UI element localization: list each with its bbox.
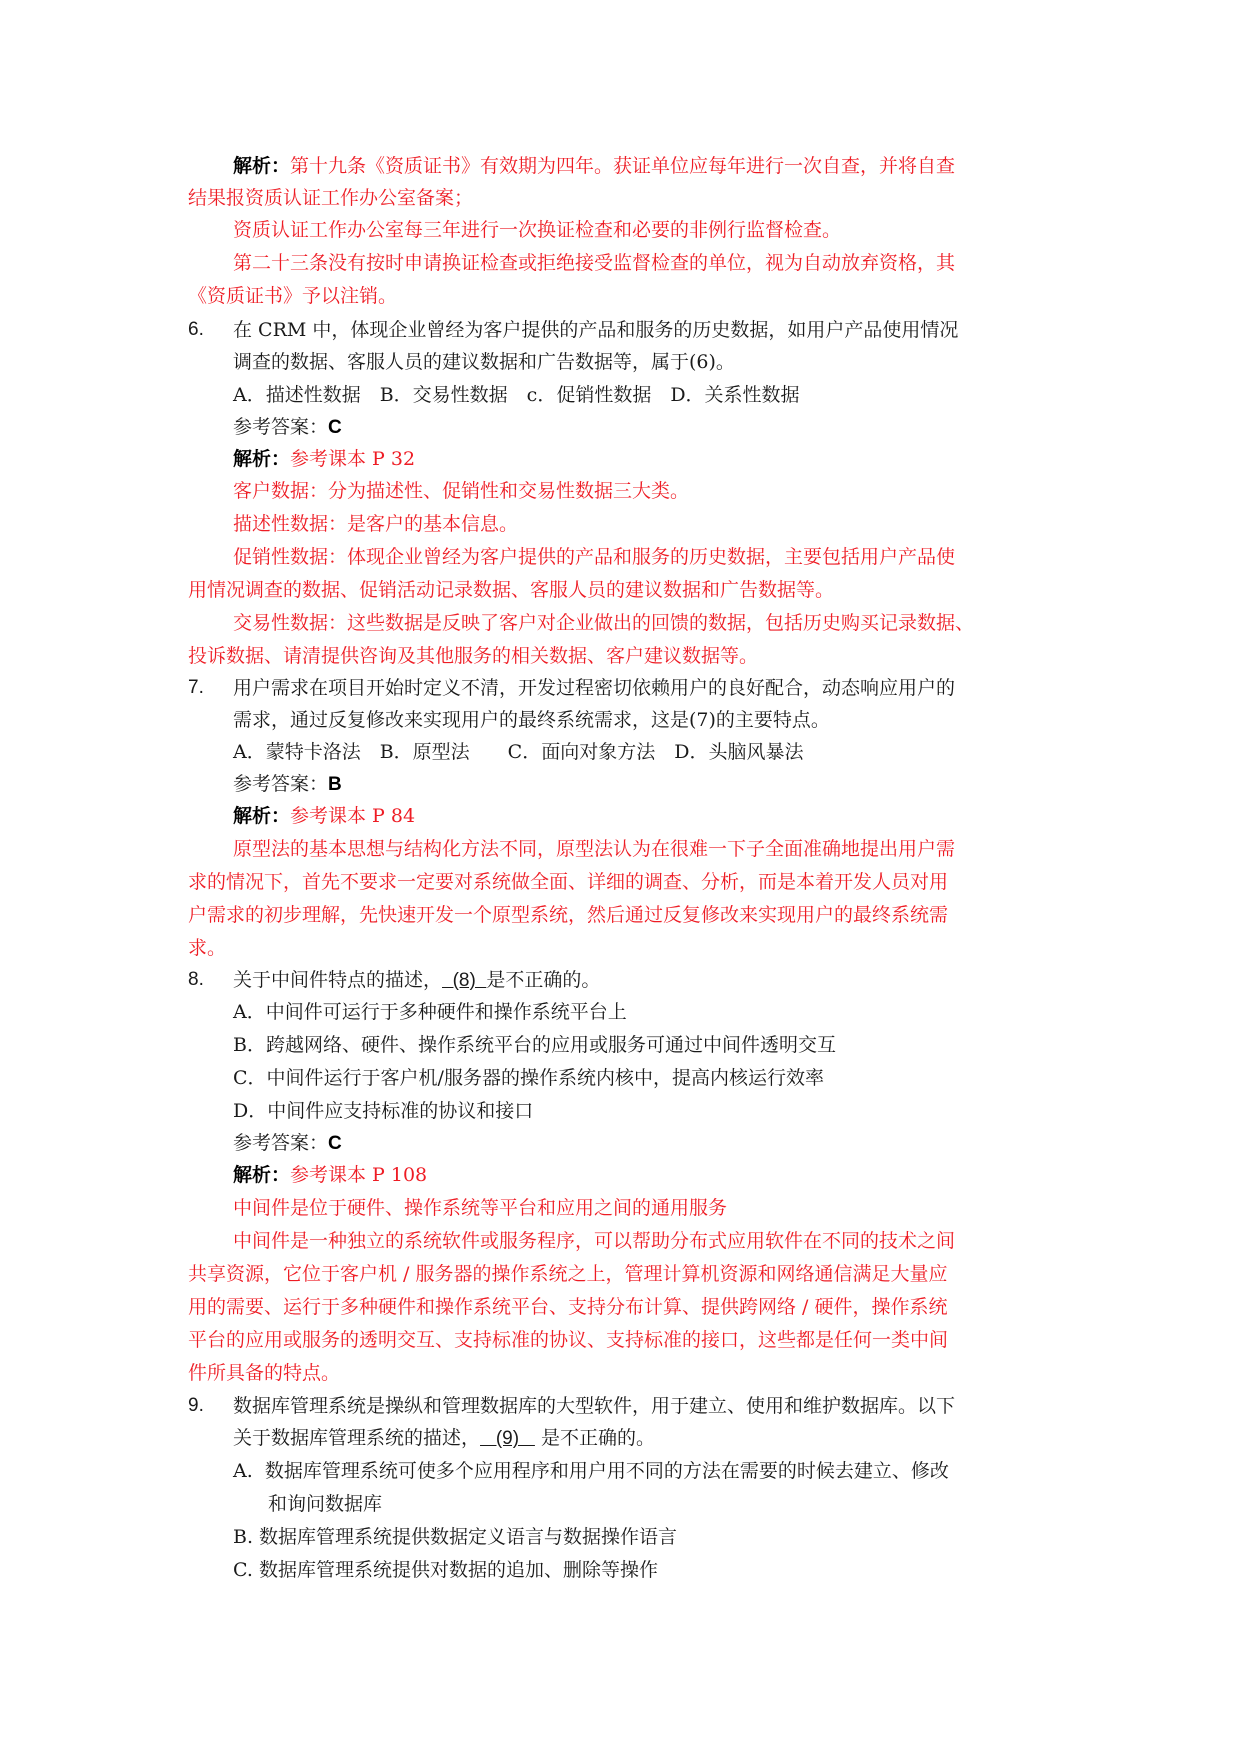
question-8-option-d: D．中间件应支持标准的协议和接口	[233, 1100, 534, 1122]
question-8-answer	[233, 1131, 342, 1155]
question-7-stem-line-2: 需求，通过反复修改来实现用户的最终系统需求，这是(7)的主要特点。	[233, 709, 830, 731]
question-7-answer	[233, 772, 342, 796]
question-6-analysis-ref	[233, 447, 415, 471]
stem-text: 是不正确的。	[486, 969, 601, 991]
question-8-explanation-line-6: 件所具备的特点。	[188, 1362, 341, 1384]
answer-label: 参考答案：	[233, 416, 329, 438]
answer-label: 参考答案：	[233, 1132, 329, 1154]
question-7-stem-line-1: 用户需求在项目开始时定义不清，开发过程密切依赖用户的良好配合，动态响应用户的	[233, 677, 956, 699]
stem-text: 是不正确的。	[534, 1427, 655, 1449]
question-8-explanation-line-1: 中间件是位于硬件、操作系统等平台和应用之间的通用服务	[233, 1197, 728, 1219]
question-8-option-b: B．跨越网络、硬件、操作系统平台的应用或服务可通过中间件透明交互	[233, 1034, 836, 1056]
question-8-stem	[233, 968, 600, 992]
question-9-option-b: B. 数据库管理系统提供数据定义语言与数据操作语言	[233, 1526, 678, 1548]
question-8-option-a: A．中间件可运行于多种硬件和操作系统平台上	[233, 1001, 627, 1023]
question-8-number: 8.	[188, 969, 204, 990]
question-8-analysis-ref	[233, 1163, 427, 1187]
question-6-explanation-line-4: 用情况调查的数据、促销活动记录数据、客服人员的建议数据和广告数据等。	[188, 579, 835, 601]
intro-analysis-line-4: 第二十三条没有按时申请换证检查或拒绝接受监督检查的单位，视为自动放弃资格，其	[233, 252, 956, 274]
question-9-stem-line-1: 数据库管理系统是操纵和管理数据库的大型软件，用于建立、使用和维护数据库。以下	[233, 1395, 956, 1417]
question-8-explanation-line-3: 共享资源，它位于客户机 / 服务器的操作系统之上，管理计算机资源和网络通信满足大量应	[188, 1263, 948, 1285]
question-9-option-a-line-1: A. 数据库管理系统可使多个应用程序和用户用不同的方法在需要的时候去建立、修改	[233, 1460, 949, 1482]
question-7-explanation-line-4: 求。	[188, 937, 227, 959]
stem-text: 关于中间件特点的描述，	[233, 969, 443, 991]
answer-value: B	[328, 774, 342, 795]
question-6-explanation-line-2: 描述性数据：是客户的基本信息。	[233, 513, 519, 535]
question-9-option-a-line-2: 和询问数据库	[268, 1493, 383, 1515]
question-9-number: 9.	[188, 1395, 204, 1416]
answer-label: 参考答案：	[233, 773, 329, 795]
textbook-reference: 参考课本 P 84	[290, 805, 416, 827]
question-6-explanation-line-5: 交易性数据：这些数据是反映了客户对企业做出的回馈的数据，包括历史购买记录数据、	[233, 612, 975, 634]
analysis-text: 第十九条《资质证书》有效期为四年。获证单位应每年进行一次自查，并将自查	[290, 155, 956, 177]
question-8-option-c: C．中间件运行于客户机/服务器的操作系统内核中，提高内核运行效率	[233, 1067, 824, 1089]
answer-blank: (8)	[442, 970, 487, 991]
question-6-stem-line-2: 调查的数据、客服人员的建议数据和广告数据等，属于(6)。	[233, 351, 735, 373]
intro-analysis-line-5: 《资质证书》予以注销。	[188, 285, 398, 307]
question-6-answer	[233, 415, 342, 439]
question-8-explanation-line-4: 用的需要、运行于多种硬件和操作系统平台、支持分布计算、提供跨网络 / 硬件，操作系统	[188, 1296, 948, 1318]
question-8-explanation-line-5: 平台的应用或服务的透明交互、支持标准的协议、支持标准的接口，这些都是任何一类中间	[188, 1329, 949, 1351]
analysis-label: 解析：	[233, 155, 291, 177]
question-7-analysis-ref	[233, 804, 415, 828]
intro-analysis-line-3: 资质认证工作办公室每三年进行一次换证检查和必要的非例行监督检查。	[233, 219, 842, 241]
question-6-options: A．描述性数据 B．交易性数据 c．促销性数据 D．关系性数据	[233, 384, 800, 406]
analysis-label: 解析：	[233, 448, 291, 470]
question-6-number: 6.	[188, 319, 204, 340]
answer-value: C	[328, 1133, 342, 1154]
question-7-explanation-line-3: 户需求的初步理解，先快速开发一个原型系统，然后通过反复修改来实现用户的最终系统需	[188, 904, 949, 926]
question-6-explanation-line-1: 客户数据：分为描述性、促销性和交易性数据三大类。	[233, 480, 690, 502]
textbook-reference: 参考课本 P 32	[290, 448, 416, 470]
question-6-stem-line-1: 在 CRM 中，体现企业曾经为客户提供的产品和服务的历史数据，如用户产品使用情况	[233, 319, 959, 341]
question-7-number: 7.	[188, 677, 204, 698]
stem-text: 关于数据库管理系统的描述，	[233, 1427, 481, 1449]
intro-analysis-line-1	[233, 154, 955, 178]
analysis-label: 解析：	[233, 805, 291, 827]
question-7-explanation-line-1: 原型法的基本思想与结构化方法不同，原型法认为在很难一下子全面准确地提出用户需	[233, 838, 956, 860]
question-7-options: A．蒙特卡洛法 B．原型法 C．面向对象方法 D．头脑风暴法	[233, 741, 804, 763]
answer-blank: (9)	[480, 1428, 535, 1449]
intro-analysis-line-2: 结果报资质认证工作办公室备案；	[188, 187, 474, 209]
question-6-explanation-line-6: 投诉数据、请清提供咨询及其他服务的相关数据、客户建议数据等。	[188, 645, 759, 667]
question-9-stem-line-2	[233, 1426, 655, 1450]
question-6-explanation-line-3: 促销性数据：体现企业曾经为客户提供的产品和服务的历史数据，主要包括用户产品使	[233, 546, 956, 568]
question-7-explanation-line-2: 求的情况下，首先不要求一定要对系统做全面、详细的调查、分析，而是本着开发人员对用	[188, 871, 949, 893]
question-8-explanation-line-2: 中间件是一种独立的系统软件或服务程序，可以帮助分布式应用软件在不同的技术之间	[233, 1230, 956, 1252]
analysis-label: 解析：	[233, 1164, 291, 1186]
textbook-reference: 参考课本 P 108	[290, 1164, 428, 1186]
answer-value: C	[328, 417, 342, 438]
question-9-option-c: C. 数据库管理系统提供对数据的追加、删除等操作	[233, 1559, 658, 1581]
